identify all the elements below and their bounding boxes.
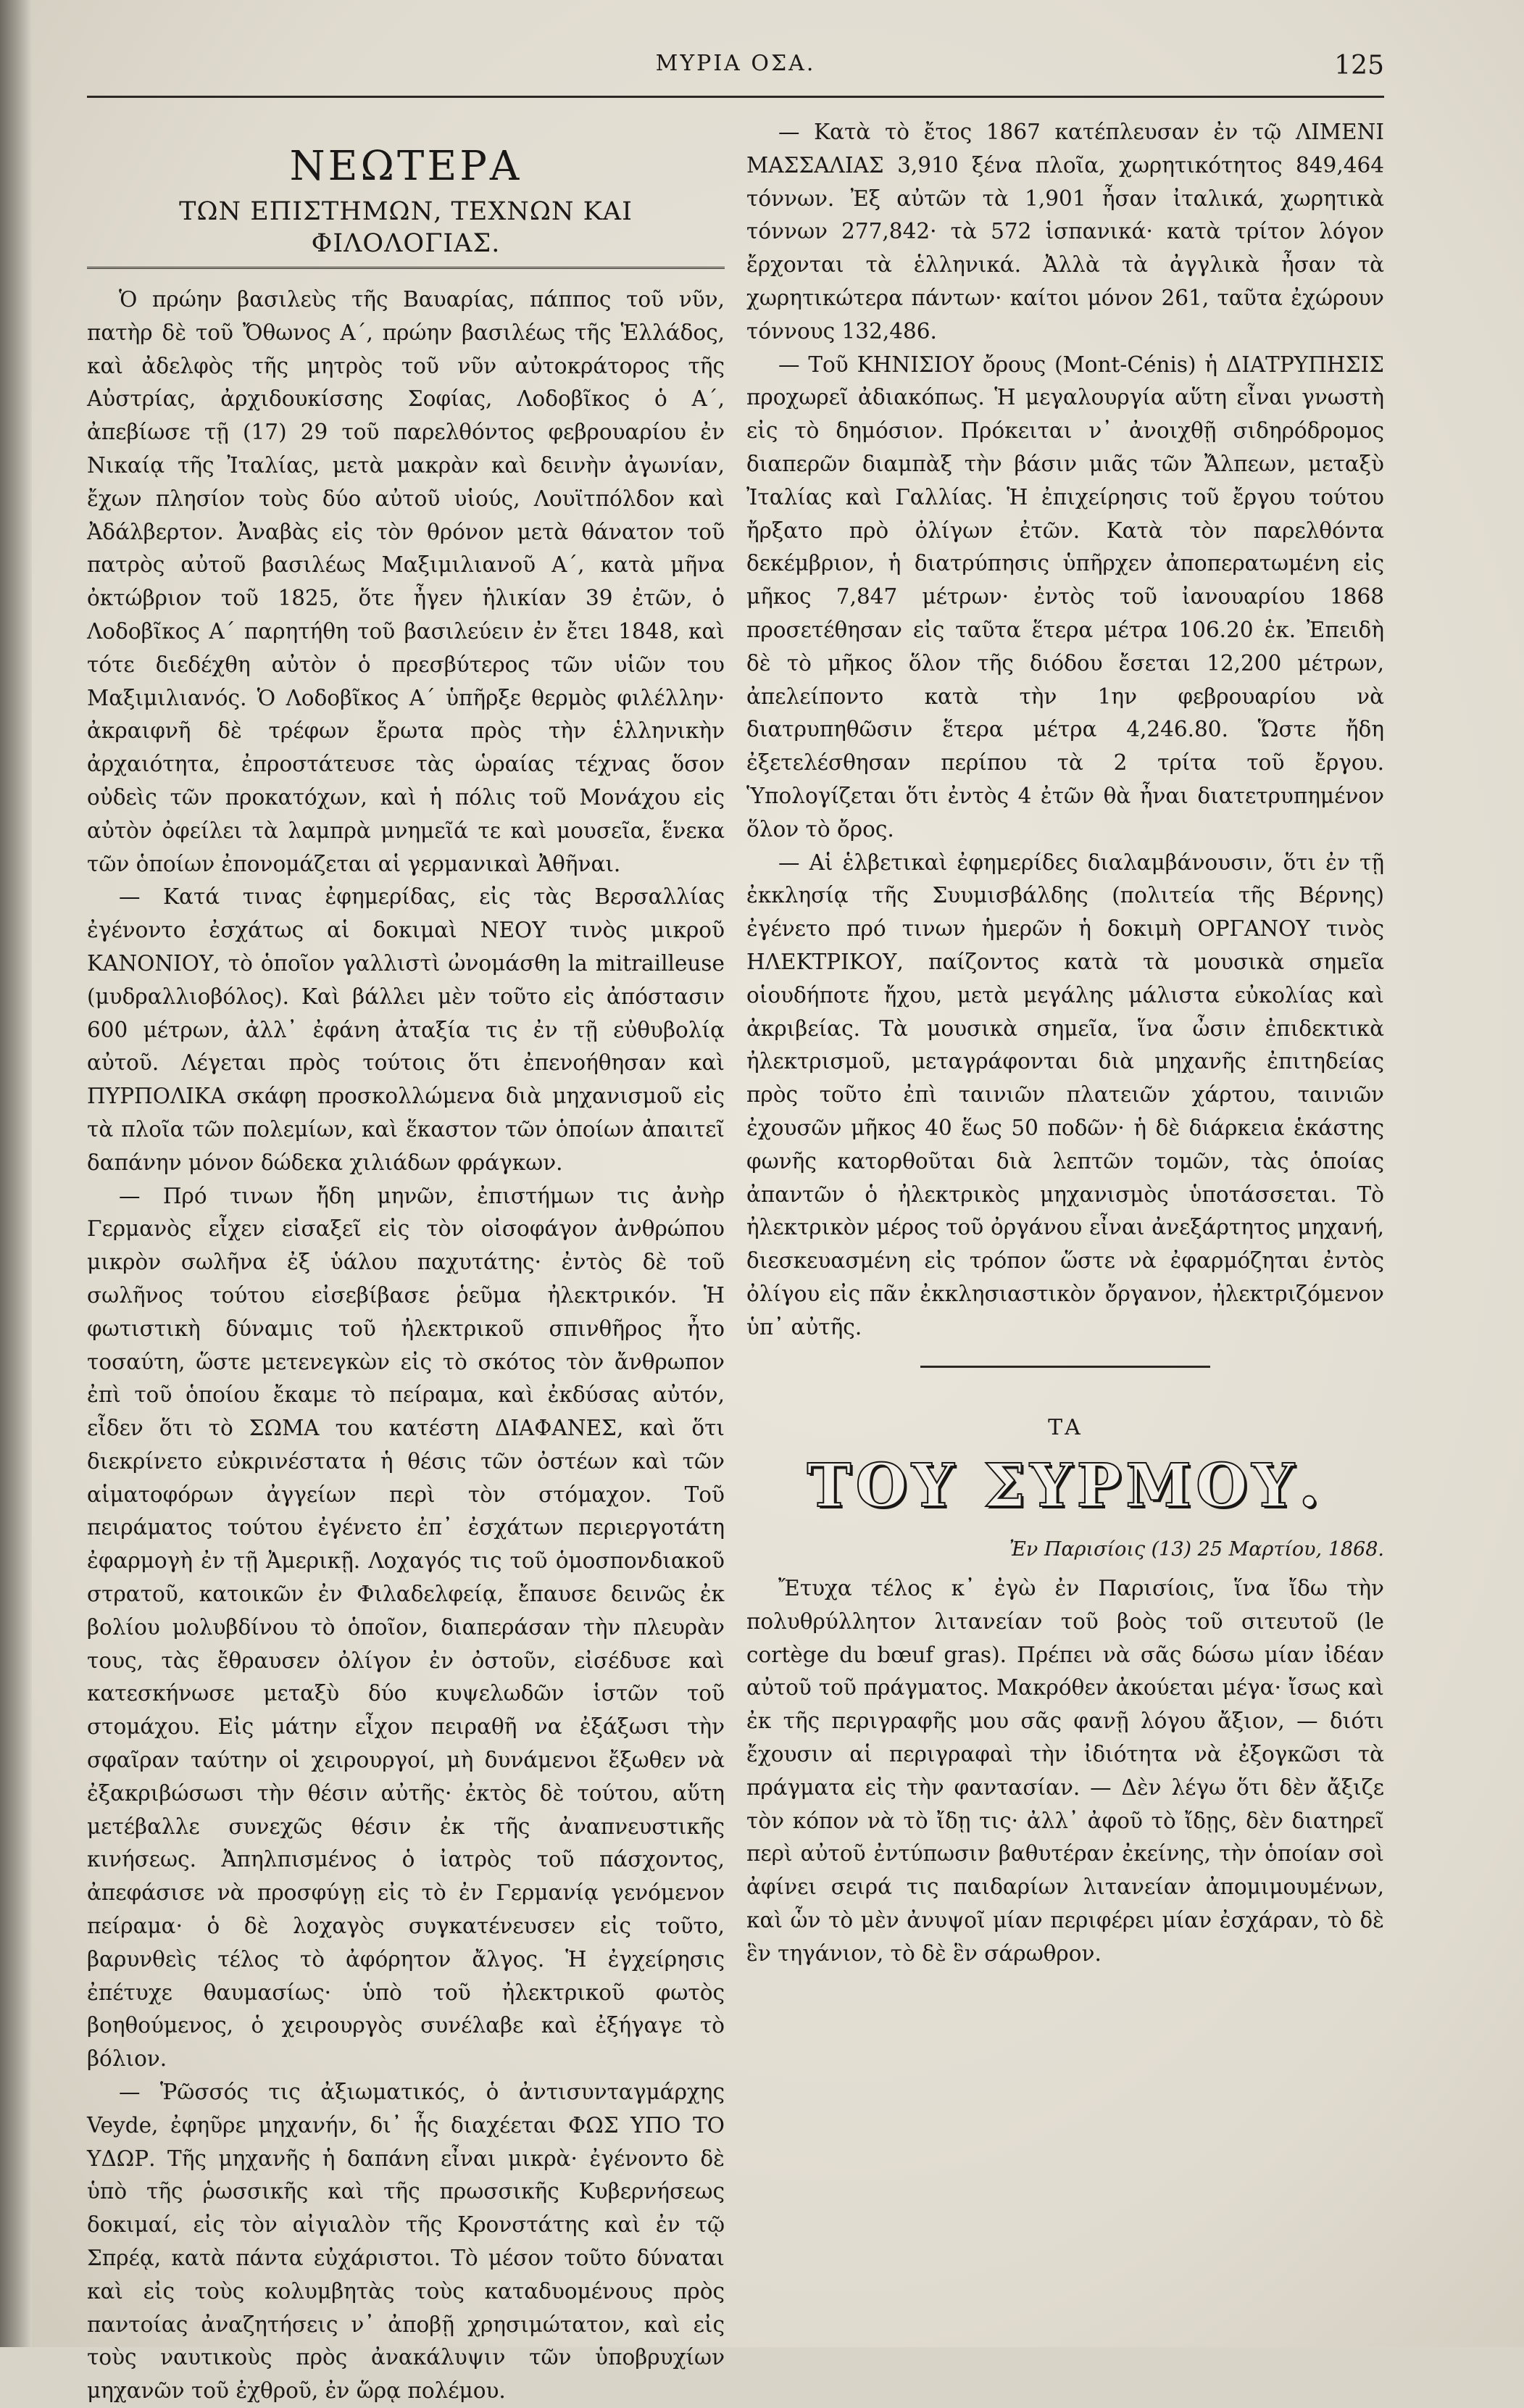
news-paragraph-electric-organ: — Αἱ ἑλβετικαὶ ἐφημερίδες διαλαμβάνουσιν, ὅτι ἐν τῇ ἐκκλησίᾳ τῆς Συυμισβάλδης (πολιτεία τῆς Βέρνης) ἐγένετο πρό τινων ἡμερῶν ἡ δοκιμὴ ΟΡΓΑΝΟΥ τινὸς ΗΛΕΚΤΡΙΚΟΥ, παίζοντος κατὰ τὰ μουσικὰ σημεῖα οἱουδήποτε ἤχου, μετὰ μεγάλης μάλιστα εὐκολίας καὶ ἀκριβείας. Τὰ μουσικὰ σημεῖα, ἵνα ὦσιν ἐπιδεκτικὰ ἠλεκτρισμοῦ, μεταγράφονται διὰ μηχανῆς ἐπιτηδείας πρὸς τοῦτο ἐπὶ ταινιῶν πλατειῶν χάρτου, ταινιῶν ἐχουσῶν μῆκος 40 ἕως 50 ποδῶν· ἡ δὲ διάρκεια ἑκάστης φωνῆς κατορθοῦται διὰ λεπτῶν τομῶν, τὰς ὁποίας ἀπαντῶν ὁ ἠλεκτρικὸς μηχανισμὸς ὑποτάσσεται. Τὸ ἠλεκτρικὸν μέρος τοῦ ὀργάνου εἶναι ἀνεξάρτητος μηχανή, διεσκευασμένη εἰς τρόπον ὥστε νὰ ἐφαρμόζηται ἐντὸς ὀλίγου εἰς πᾶν ἐκκλησιαστικὸν ὄργανον, ἠλεκτριζόμενον ὑπ᾿ αὐτῆς. bbox=[746, 850, 1384, 1340]
binding-edge bbox=[0, 0, 32, 2347]
news-title: ΝΕΩΤΕΡΑ bbox=[289, 143, 522, 190]
running-title: ΜΥΡΙΑ ΟΣΑ. bbox=[655, 51, 816, 76]
fashion-dateline: Ἐν Παρισίοις (13) 25 Μαρτίου, 1868. bbox=[1009, 1538, 1384, 1561]
fashion-small-heading: ΤΑ bbox=[1048, 1415, 1083, 1441]
fashion-paragraph: Ἔτυχα τέλος κ᾿ ἐγὼ ἐν Παρισίοις, ἵνα ἴδω τὴν πολυθρύλλητον λιτανείαν τοῦ βοὸς τοῦ σιτευτοῦ (le cortège du bœuf gras). Πρέπει νὰ σᾶς δώσω μίαν ἰδέαν αὐτοῦ τοῦ πράγματος. Μακρόθεν ἀκούεται μέγα· ἴσως καὶ ἐκ τῆς περιγραφῆς μου σᾶς φανῇ λόγου ἄξιον, — διότι ἔχουσιν αἱ περιγραφαὶ τὴν ἰδιότητα νὰ ἐξογκῶσι τὰ πράγματα εἰς τὴν φαντασίαν. — Δὲν λέγω ὅτι δὲν ἄξιζε τὸν κόπον νὰ τὸ ἴδῃ τις· ἀλλ᾿ ἀφοῦ τὸ ἴδῃς, δὲν διατηρεῖ περὶ αὐτοῦ ἐντύπωσιν βαθυτέραν ἐκείνης, τὴν ὁποίαν σοὶ ἀφίνει σειρά τις παιδαρίων λιτανείαν ἀπομιμουμένων, καὶ ὧν τὸ μὲν ἀνυψοῖ μίαν περιφέρει μίαν ἐσχάραν, τὸ δὲ ἓν τηγάνιον, τὸ δὲ ἓν σάρωθρον. bbox=[746, 1576, 1384, 1966]
header-rule bbox=[87, 96, 1384, 98]
page-number: 125 bbox=[1334, 51, 1384, 80]
fashion-title: ΤΟΥ ΣΥΡΜΟΥ. bbox=[807, 1451, 1324, 1521]
news-paragraph-electric-light: — Πρό τινων ἤδη μηνῶν, ἐπιστήμων τις ἀνὴρ Γερμανὸς εἶχεν εἰσαξεῖ εἰς τὸν οἰσοφάγον ἀνθρώπου μικρὸν σωλῆνα ἐξ ὑάλου παχυτάτης· ἐντὸς δὲ τοῦ σωλῆνος τούτου εἰσεβίβασε ῥεῦμα ἠλεκτρικόν. Ἡ φωτιστικὴ δύναμις τοῦ ἠλεκτρικοῦ σπινθῆρος ἦτο τοσαύτη, ὥστε μετενεγκὼν εἰς τὸ σκότος τὸν ἄνθρωπον ἐπὶ τοῦ ὁποίου ἔκαμε τὸ πείραμα, καὶ ἐκδύσας αὐτόν, εἶδεν ὅτι τὸ ΣΩΜΑ του κατέστη ΔΙΑΦΑΝΕΣ, καὶ ὅτι διεκρίνετο εὐκρινέστατα ἡ θέσις τῶν ὀστέων καὶ τῶν αἱματοφόρων ἀγγείων περὶ τὸν στόμαχον. Τοῦ πειράματος τούτου ἐγένετο ἐπ᾿ ἐσχάτων περιεργοτάτη ἐφαρμογὴ ἐν τῇ Ἀμερικῇ. Λοχαγός τις τοῦ ὁμοσπονδιακοῦ στρατοῦ, κατοικῶν ἐν Φιλαδελφείᾳ, ἔπαυσε δεινῶς ἐκ βολίου μολυβδίνου τὸ ὁποῖον, διαπεράσαν τὴν πλευρὰν τους, τὰς ἔθραυσεν ὀλίγον ἐν ὀστοῦν, εἰσέδυσε καὶ κατεσκήνωσε μεταξὺ δύο κυψελωδῶν ἱστῶν τοῦ στομάχου. Εἰς μάτην εἶχον πειραθῆ να ἐξάξωσι τὴν σφαῖραν ταύτην οἱ χειρουργοί, μὴ δυνάμενοι ἔξωθεν νὰ ἐξακριβώσωσι τὴν θέσιν αὐτῆς· ἐκτὸς δὲ τούτου, αὕτη μετέβαλλε συνεχῶς θέσιν ἐκ τῆς ἀναπνευστικῆς κινήσεως. Ἀπηλπισμένος ὁ ἰατρὸς τοῦ πάσχοντος, ἀπεφάσισε νὰ προσφύγῃ εἰς τὸ ἐν Γερμανίᾳ γενόμενον πείραμα· ὁ δὲ λοχαγὸς συγκατένευσεν εἰς τοῦτο, βαρυνθεὶς τέλος τὸ ἀφόρητον ἄλγος. Ἡ ἐγχείρησις ἐπέτυχε θαυμασίως· ὑπὸ τοῦ ἠλεκτρικοῦ φωτὸς βοηθούμενος, ὁ χειρουργὸς συνέλαβε καὶ ἐξήγαγε τὸ βόλιον. bbox=[87, 1183, 725, 2072]
news-paragraph-underwater-light: — Ῥῶσσός τις ἀξιωματικός, ὁ ἀντισυνταγμάρχης Veyde, ἐφηῦρε μηχανήν, δι᾿ ἧς διαχέεται ΦΩΣ ΥΠΟ ΤΟ ΥΔΩΡ. Τῆς μηχανῆς ἡ δαπάνη εἶναι μικρὰ· ἐγένοντο δὲ ὑπὸ τῆς ῥωσσικῆς καὶ τῆς πρωσσικῆς Κυβερνήσεως δοκιμαί, εἰς τὸν αἰγιαλὸν τῆς Κρονστάτης καὶ ἐν τῷ Σπρέᾳ, κατὰ πάντα εὐχάριστοι. Τὸ μέσον τοῦτο δύναται καὶ εἰς τοὺς κολυμβητὰς τοὺς καταδυομένους πρὸς παντοίας ἀναζητήσεις ν᾿ ἀποβῇ χρησιμώτατον, καὶ εἰς τοὺς ναυτικοὺς πρὸς ἀνακάλυψιν τῶν ὑποβρυχίων μηχανῶν τοῦ ἐχθροῦ, ἐν ὥρᾳ πολέμου. bbox=[87, 2080, 725, 2404]
section-divider bbox=[920, 1366, 1210, 1368]
news-paragraph-marseille: — Κατὰ τὸ ἔτος 1867 κατέπλευσαν ἐν τῷ ΛΙΜΕΝΙ ΜΑΣΣΑΛΙΑΣ 3,910 ξένα πλοῖα, χωρητικότητος 849,464 τόννων. Ἐξ αὐτῶν τὰ 1,901 ἦσαν ἰταλικά, χωρητικὰ τόννων 277,842· τὰ 572 ἱσπανικά· κατὰ τρίτον λόγον ἔρχονται τὰ ἑλληνικά. Ἀλλὰ τὰ ἀγγλικὰ ἦσαν τὰ χωρητικώτερα πάντων· καίτοι μόνον 261, ταῦτα ἐχώρουν τόννους 132,486. bbox=[746, 120, 1384, 344]
running-head bbox=[87, 51, 1384, 94]
news-subtitle: ΤΩΝ ΕΠΙΣΤΗΜΩΝ, ΤΕΧΝΩΝ ΚΑΙ ΦΙΛΟΛΟΓΙΑΣ. bbox=[87, 196, 725, 269]
news-paragraph-mont-cenis: — Τοῦ ΚΗΝΙΣΙΟΥ ὄρους (Mont-Cénis) ἡ ΔΙΑΤΡΥΠΗΣΙΣ προχωρεῖ ἀδιακόπως. Ἡ μεγαλουργία αὕτη εἶναι γνωστὴ εἰς τὸ δημόσιον. Πρόκειται ν᾿ ἀνοιχθῇ σιδηρόδρομος διαπερῶν διαμπὰξ τὴν βάσιν μιᾶς τῶν Ἄλπεων, μεταξὺ Ἰταλίας καὶ Γαλλίας. Ἡ ἐπιχείρησις τοῦ ἔργου τούτου ἤρξατο πρὸ ὀλίγων ἐτῶν. Κατὰ τὸν παρελθόντα δεκέμβριον, ἡ διατρύπησις ὑπῆρχεν ἀποπερατωμένη εἰς μῆκος 7,847 μέτρων· ἐντὸς τοῦ ἰανουαρίου 1868 προσετέθησαν εἰς ταῦτα ἕτερα μέτρα 106.20 ἑκ. Ἐπειδὴ δὲ τὸ μῆκος ὅλον τῆς διόδου ἔσεται 12,200 μέτρων, ἀπελείποντο κατὰ τὴν 1ην φεβρουαρίου νὰ διατρυπηθῶσιν ἕτερα μέτρα 4,246.80. Ὥστε ἤδη ἐξετελέσθησαν περίπου τὰ 2 τρίτα τοῦ ἔργου. Ὑπολογίζεται ὅτι ἐντὸς 4 ἐτῶν θὰ ἦναι διατετρυπημένον ὅλον τὸ ὄρος. bbox=[746, 352, 1384, 842]
left-column bbox=[87, 116, 725, 2408]
news-paragraph-ludwig: Ὁ πρώην βασιλεὺς τῆς Βαυαρίας, πάππος τοῦ νῦν, πατὴρ δὲ τοῦ Ὄθωνος Α΄, πρώην βασιλέως τῆς Ἑλλάδος, καὶ ἀδελφὸς τῆς μητρὸς τοῦ νῦν αὐτοκράτορος τῆς Αὐστρίας, ἀρχιδουκίσσης Σοφίας, Λοδοβῖκος ὁ Α΄, ἀπεβίωσε τῇ (17) 29 τοῦ παρελθόντος φεβρουαρίου ἐν Νικαίᾳ τῆς Ἰταλίας, μετὰ μακρὰν καὶ δεινὴν ἀγωνίαν, ἔχων πλησίον τοὺς δύο αὐτοῦ υἱούς, Λουϊτπόλδον καὶ Ἀδάλβερτον. Ἀναβὰς εἰς τὸν θρόνον μετὰ θάνατον τοῦ πατρὸς αὐτοῦ βασιλέως Μαξιμιλιανοῦ Α΄, κατὰ μῆνα ὀκτώβριον τοῦ 1825, ὅτε ἦγεν ἡλικίαν 39 ἐτῶν, ὁ Λοδοβῖκος Α΄ παρητήθη τοῦ βασιλεύειν ἐν ἔτει 1848, καὶ τότε διεδέχθη αὐτὸν ὁ πρεσβύτερος τῶν υἱῶν του Μαξιμιλιανός. Ὁ Λοδοβῖκος Α΄ ὑπῆρξε θερμὸς φιλέλλην· ἀκραιφνῆ δὲ τρέφων ἔρωτα πρὸς τὴν ἑλληνικὴν ἀρχαιότητα, ἐπροστάτευσε τὰς ὡραίας τέχνας ὅσον οὐδεὶς τῶν προκατόχων, καὶ ἡ πόλις τοῦ Μονάχου εἰς αὐτὸν ὀφείλει τὰ λαμπρὰ μνημεῖά τε καὶ μουσεῖα, ἕνεκα τῶν ὁποίων ἐπονομάζεται αἱ γερμανικαὶ Ἀθῆναι. bbox=[87, 287, 725, 876]
right-column bbox=[746, 116, 1384, 1971]
news-paragraph-mitrailleuse: — Κατά τινας ἐφημερίδας, εἰς τὰς Βερσαλλίας ἐγένοντο ἐσχάτως αἱ δοκιμαὶ ΝΕΟΥ τινὸς μικροῦ ΚΑΝΟΝΙΟΥ, τὸ ὁποῖον γαλλιστὶ ὠνομάσθη la mitrailleuse (μυδραλλιοβόλος). Καὶ βάλλει μὲν τοῦτο εἰς ἀπόστασιν 600 μέτρων, ἀλλ᾿ ἐφάνη ἀταξία τις ἐν τῇ εὐθυβολίᾳ αὐτοῦ. Λέγεται πρὸς τούτοις ὅτι ἐπενοήθησαν καὶ ΠΥΡΠΟΛΙΚΑ σκάφη προσκολλώμενα διὰ μηχανισμοῦ εἰς τὰ πλοῖα τῶν πολεμίων, καὶ ἕκαστον τῶν ὁποίων ἀπαιτεῖ δαπάνην μόνον δώδεκα χιλιάδων φράγκων. bbox=[87, 884, 725, 1175]
